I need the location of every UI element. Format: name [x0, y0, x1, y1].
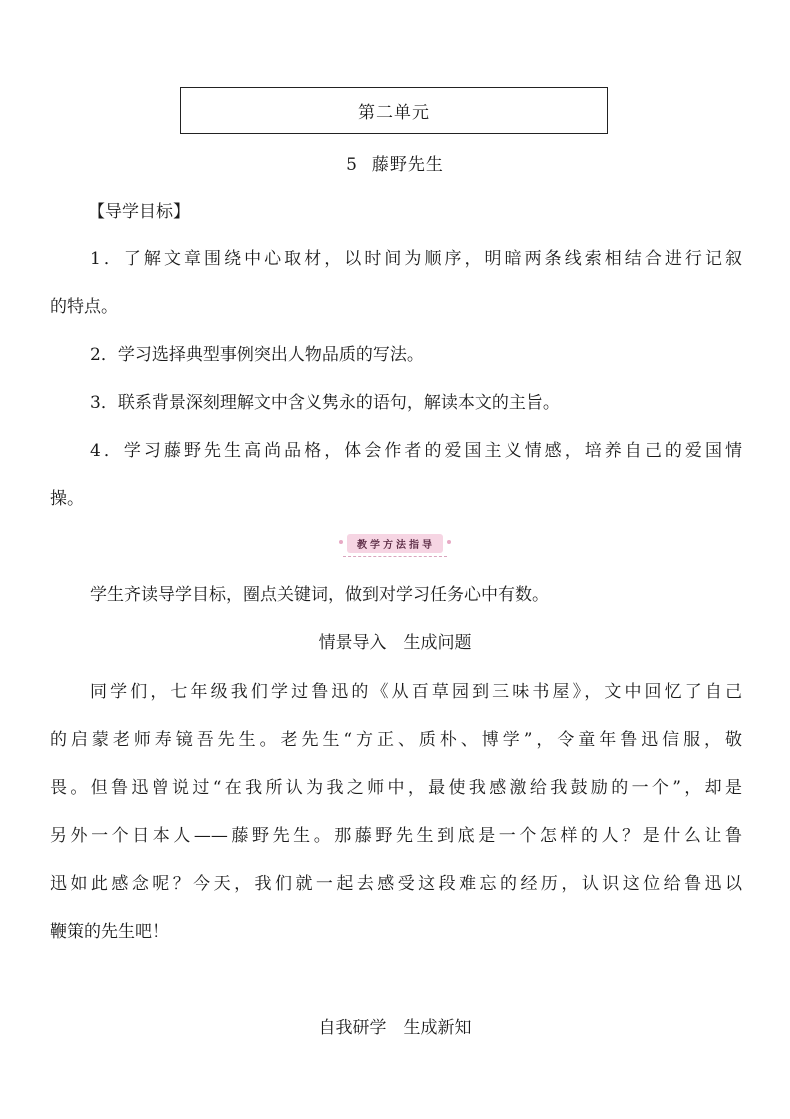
- goal-4-line-2: 操。: [50, 489, 84, 509]
- intro-line-3: 畏。但鲁迅曾说过“在我所认为我之师中，最使我感激给我鼓励的一个”，却是: [50, 778, 742, 798]
- lesson-name: 藤野先生: [371, 155, 444, 175]
- goal-2: 2．学习选择典型事例突出人物品质的写法。: [90, 345, 424, 365]
- method-badge-wrap: [0, 534, 790, 553]
- section-title-intro: 情景导入 生成问题: [318, 633, 472, 653]
- intro-line-5: 迅如此感念呢？今天，我们就一起去感受这段难忘的经历，认识这位给鲁迅以: [50, 874, 742, 894]
- method-badge: [347, 534, 443, 553]
- section-title-study: 自我研学 生成新知: [318, 1018, 472, 1038]
- intro-line-1: 同学们，七年级我们学过鲁迅的《从百草园到三味书屋》，文中回忆了自己: [90, 682, 742, 702]
- intro-line-4: 另外一个日本人——藤野先生。那藤野先生到底是一个怎样的人？是什么让鲁: [50, 826, 742, 846]
- intro-line-2: 的启蒙老师寿镜吾先生。老先生“方正、质朴、博学”，令童年鲁迅信服，敬: [50, 730, 742, 750]
- goal-1-line-2: 的特点。: [50, 297, 118, 317]
- method-badge-label: 教学方法指导: [357, 540, 435, 551]
- goal-3: 3．联系背景深刻理解文中含义隽永的语句，解读本文的主旨。: [90, 393, 560, 413]
- goal-1-line-1: 1．了解文章围绕中心取材，以时间为顺序，明暗两条线索相结合进行记叙: [90, 249, 742, 269]
- lesson-title: [0, 150, 790, 175]
- unit-title-box: [180, 87, 608, 134]
- badge-dot-left: [339, 540, 343, 544]
- badge-dot-right: [447, 540, 451, 544]
- lesson-number: 5: [346, 155, 358, 175]
- goal-4-line-1: 4．学习藤野先生高尚品格，体会作者的爱国主义情感，培养自己的爱国情: [90, 441, 742, 461]
- intro-line-6: 鞭策的先生吧！: [50, 922, 169, 942]
- unit-title: 第二单元: [358, 103, 430, 123]
- guide-heading: 【导学目标】: [88, 202, 190, 222]
- method-text: 学生齐读导学目标，圈点关键词，做到对学习任务心中有数。: [90, 585, 549, 605]
